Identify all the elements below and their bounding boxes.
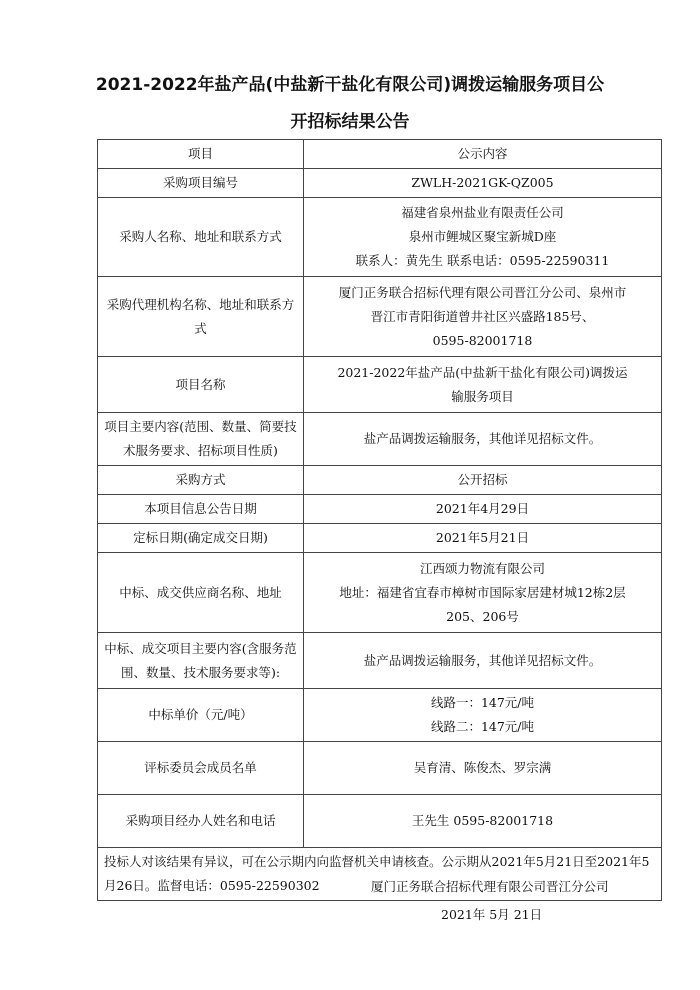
row-label: 采购人名称、地址和联系方式: [98, 198, 304, 277]
row-label: 项目主要内容(范围、数量、简要技术服务要求、招标项目性质): [98, 413, 304, 466]
row-label: 评标委员会成员名单: [98, 742, 304, 795]
table-row: [98, 524, 662, 553]
table-row: [98, 198, 662, 277]
value-line: 福建省泉州盐业有限责任公司: [401, 205, 564, 220]
row-value: [304, 198, 662, 277]
footer-date: 2021年 5月 21日: [441, 907, 543, 922]
row-label: 采购方式: [98, 466, 304, 495]
header-item: 项目: [98, 140, 304, 169]
table-row: [98, 495, 662, 524]
row-value: [304, 795, 662, 848]
value-line: 盐产品调拨运输服务，其他详见招标文件。: [363, 652, 602, 668]
value-line: 2021年4月29日: [435, 501, 530, 516]
table-row: [98, 742, 662, 795]
row-label: 中标、成交供应商名称、地址: [98, 553, 304, 633]
row-value: [304, 169, 662, 198]
row-value: [304, 633, 662, 689]
document-title-line-1: 2021-2022年盐产品(中盐新干盐化有限公司)调拨运输服务项目公: [95, 75, 605, 95]
value-line: 输服务项目: [451, 388, 514, 404]
row-value: [304, 553, 662, 633]
row-label: 中标单价（元/吨）: [98, 689, 304, 742]
row-value: [304, 466, 662, 495]
table-row: [98, 169, 662, 198]
table-row: [98, 689, 662, 742]
row-label: 采购项目编号: [98, 169, 304, 198]
value-line: 205、206号: [446, 608, 519, 624]
table-row: [98, 357, 662, 413]
row-value: [304, 277, 662, 357]
value-line: 地址：福建省宜春市樟树市国际家居建材城12栋2层: [339, 584, 626, 600]
table-row: [98, 277, 662, 357]
value-line: ZWLH-2021GK-QZ005: [411, 175, 554, 190]
objection-notice: 投标人对该结果有异议，可在公示期内向监督机关申请核查。公示期从2021年5月21日至2021年5月26日。监督电话：0595-22590302: [98, 848, 662, 901]
row-label: 本项目信息公告日期: [98, 495, 304, 524]
row-value: [304, 524, 662, 553]
value-line: 江西颂力物流有限公司: [419, 560, 545, 576]
value-line: 盐产品调拨运输服务，其他详见招标文件。: [363, 431, 602, 446]
row-value: [304, 413, 662, 466]
header-content: 公示内容: [304, 140, 662, 169]
row-label: 定标日期(确定成交日期): [98, 524, 304, 553]
value-line: 厦门正务联合招标代理有限公司晋江分公司、泉州市: [338, 284, 627, 300]
row-label: 中标、成交项目主要内容(含服务范围、数量、技术服务要求等):: [98, 633, 304, 689]
value-line: 公开招标: [457, 472, 508, 487]
table-row: [98, 466, 662, 495]
value-line: 0595-82001718: [432, 332, 533, 348]
value-line: 线路一：147元/吨: [430, 695, 535, 710]
table-header-row: [98, 140, 662, 169]
table-row: [98, 795, 662, 848]
value-line: 晋江市青阳街道曾井社区兴盛路185号、: [370, 308, 595, 324]
table-row: [98, 553, 662, 633]
footer-organization: 厦门正务联合招标代理有限公司晋江分公司: [371, 879, 609, 894]
value-line: 2021-2022年盐产品(中盐新干盐化有限公司)调拨运: [337, 364, 628, 380]
value-line: 泉州市鲤城区聚宝新城D座: [408, 229, 557, 244]
row-value: [304, 357, 662, 413]
value-line: 联系人：黄先生 联系电话：0595-22590311: [355, 253, 610, 268]
table-row: [98, 413, 662, 466]
row-label: 项目名称: [98, 357, 304, 413]
table-row: [98, 633, 662, 689]
value-line: 王先生 0595-82001718: [411, 813, 554, 828]
document-title-line-2: 开招标结果公告: [290, 112, 410, 132]
value-line: 2021年5月21日: [435, 530, 530, 545]
value-line: 线路二：147元/吨: [430, 719, 535, 734]
row-label: 采购代理机构名称、地址和联系方式: [98, 277, 304, 357]
value-line: 吴育清、陈俊杰、罗宗满: [413, 760, 552, 775]
row-value: [304, 495, 662, 524]
row-label: 采购项目经办人姓名和电话: [98, 795, 304, 848]
row-value: [304, 689, 662, 742]
row-value: [304, 742, 662, 795]
result-table: [97, 139, 662, 901]
